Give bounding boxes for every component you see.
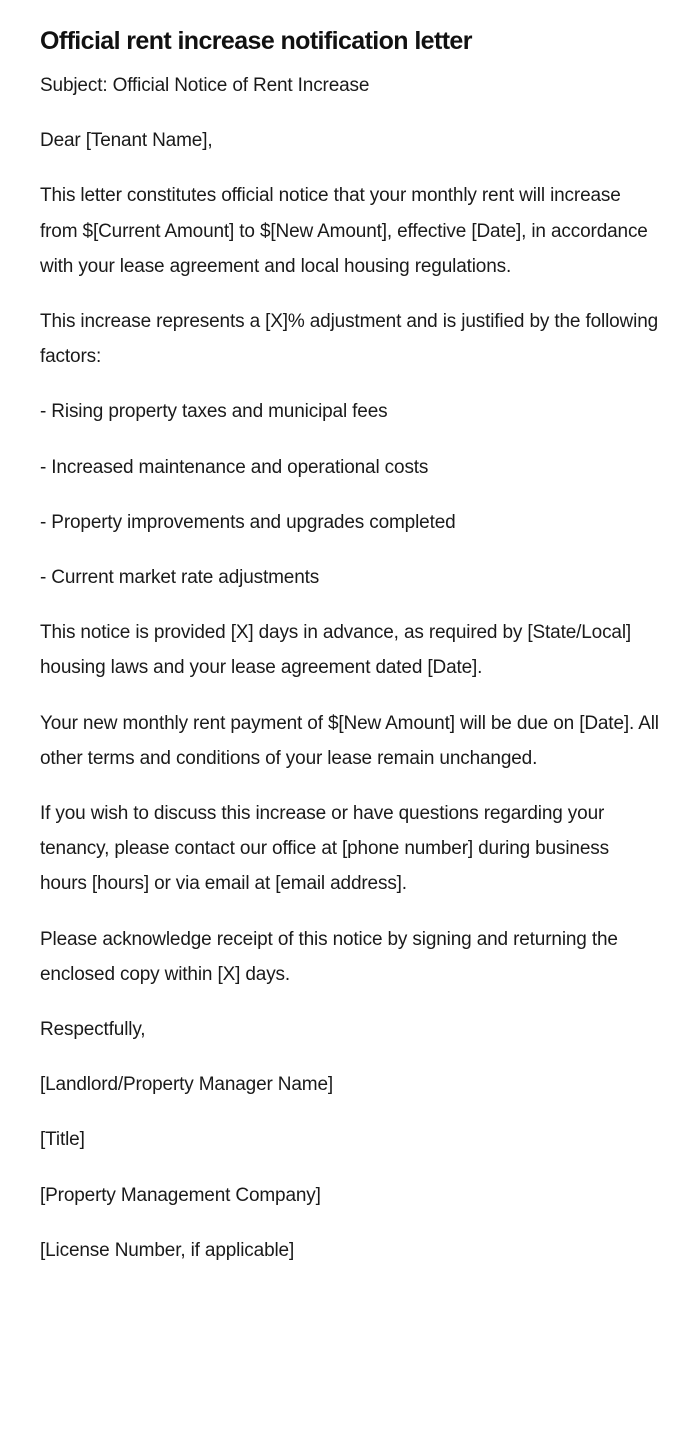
factor-item: - Increased maintenance and operational costs [40,456,429,478]
subject-line: Subject: Official Notice of Rent Increase [40,75,370,96]
body-paragraph-advance-notice: This notice is provided [X] days in advance, as required by [State/Local] housing laws and your lease agreement dated [Date]. [40,622,632,679]
closing: Respectfully, [40,1019,146,1041]
factor-item: - Property improvements and upgrades completed [40,511,456,533]
factor-item: - Current market rate adjustments [40,567,320,589]
body-paragraph-contact: If you wish to discuss this increase or have questions regarding your tenancy, please contact our office at [phone number] during business hours [hours] or via email at [email address]. [40,803,609,895]
signature-license: [License Number, if applicable] [40,1239,295,1261]
factor-item: - Rising property taxes and municipal fees [40,401,388,423]
body-paragraph-justification: This increase represents a [X]% adjustment and is justified by the following factors: [40,311,659,368]
body-paragraph-notice: This letter constitutes official notice that your monthly rent will increase from $[Current Amount] to $[New Amount], effective [Date], in accordance with your lease agreement and local housing regulations. [40,185,648,277]
signature-company: [Property Management Company] [40,1184,321,1206]
salutation: Dear [Tenant Name], [40,130,213,152]
body-paragraph-acknowledge: Please acknowledge receipt of this notice by signing and returning the enclosed copy within [X] days. [40,928,618,985]
document-title: Official rent increase notification letter [40,27,472,55]
signature-name: [Landlord/Property Manager Name] [40,1074,334,1096]
body-paragraph-payment: Your new monthly rent payment of $[New Amount] will be due on [Date]. All other terms and conditions of your lease remain unchanged. [40,712,659,769]
signature-title: [Title] [40,1129,85,1151]
